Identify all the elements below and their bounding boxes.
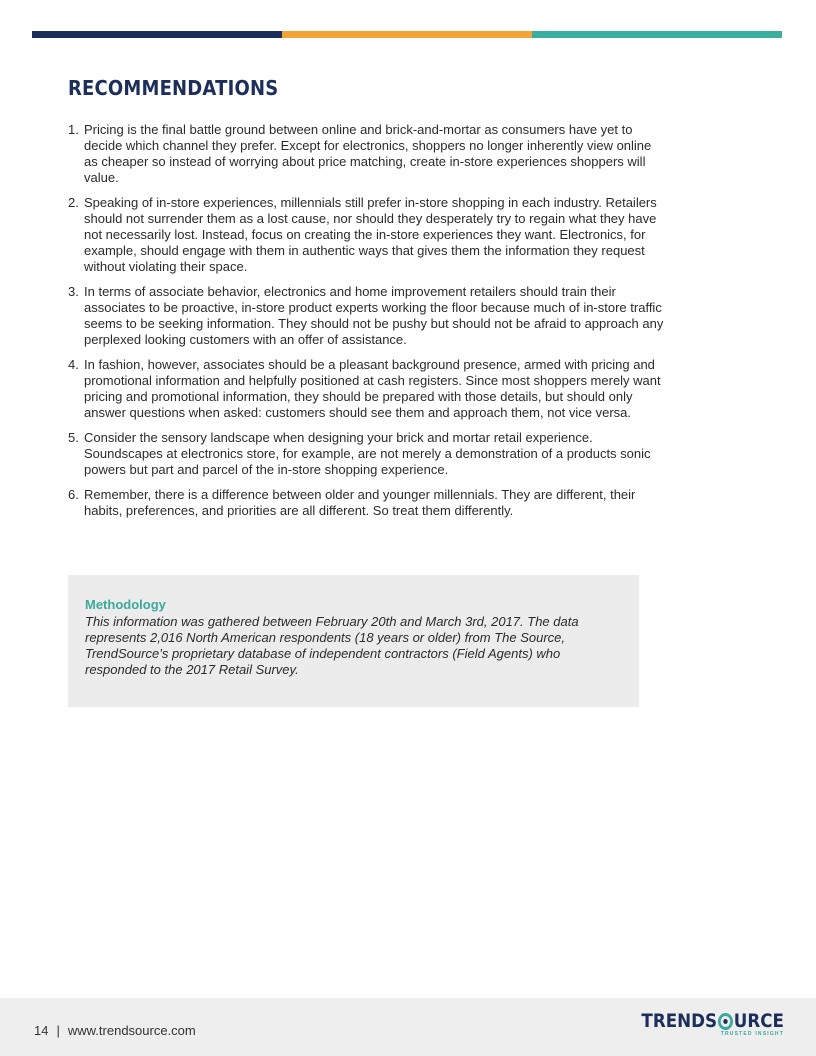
list-item xyxy=(68,195,668,275)
list-item-number: 2. xyxy=(68,195,79,210)
list-item-number: 4. xyxy=(68,357,79,372)
list-item-text: Pricing is the final battle ground between online and brick-and-mortar as consumers have yet to decide which channel they prefer. Except for electronics, shoppers no longer inherently view online as cheaper so instead of worrying about price matching, create in-store experiences shoppers will value. xyxy=(84,122,652,185)
list-item-text: In terms of associate behavior, electronics and home improvement retailers should train their associates to be proactive, in-store product experts working the floor because much of in-store traffic seems to be seeking information. They should not be pushy but should not be afraid to approach any perplexed looking customers with an offer of assistance. xyxy=(84,284,664,347)
trendsource-logo xyxy=(622,1010,784,1037)
website-link[interactable]: www.trendsource.com xyxy=(67,1023,196,1038)
list-item xyxy=(68,430,668,478)
logo-o-mark-icon xyxy=(718,1013,733,1030)
list-item-number: 6. xyxy=(68,487,79,502)
footer-separator: | xyxy=(56,1023,60,1038)
top-bar-teal xyxy=(532,31,782,38)
logo-tagline: TRUSTED INSIGHT xyxy=(720,1031,784,1037)
top-color-bar xyxy=(32,31,782,38)
page-title: RECOMMENDATIONS xyxy=(68,76,279,100)
logo-text-right: URCE xyxy=(733,1010,784,1032)
list-item-text: In fashion, however, associates should be a pleasant background presence, armed with pricing and promotional information and helpfully positioned at cash registers. Since most shoppers merely want pricing and promotional information, they should be prepared with those details, but should only answer questions when asked: customers should see them and approach them, not vice versa. xyxy=(84,357,661,420)
list-item-number: 3. xyxy=(68,284,79,299)
list-item-number: 1. xyxy=(68,122,79,137)
logo-wordmark xyxy=(642,1010,784,1032)
methodology-text: This information was gathered between February 20th and March 3rd, 2017. The data represents 2,016 North American respondents (18 years or older) from The Source, TrendSource’s proprietary database of independent contractors (Field Agents) who responded to the 2017 Retail Survey. xyxy=(85,614,579,677)
methodology-title: Methodology xyxy=(85,597,166,612)
list-item-text: Speaking of in-store experiences, millennials still prefer in-store shopping in each industry. Retailers should not surrender them as a lost cause, nor should they desperately try to regain what they have not necessarily lost. Instead, focus on creating the in-store experiences they want. Electronics, for example, should engage with them in authentic ways that gives them the information they request without violating their space. xyxy=(84,195,657,274)
list-item xyxy=(68,284,668,348)
logo-text-left: TRENDS xyxy=(641,1010,718,1032)
list-item-number: 5. xyxy=(68,430,79,445)
recommendations-list xyxy=(68,122,668,528)
list-item xyxy=(68,122,668,186)
page-number: 14 xyxy=(34,1023,49,1038)
top-bar-navy xyxy=(32,31,282,38)
list-item-text: Remember, there is a difference between older and younger millennials. They are different, their habits, preferences, and priorities are all different. So treat them differently. xyxy=(84,487,636,518)
methodology-box xyxy=(68,575,639,707)
footer-page-info xyxy=(34,1023,196,1038)
page-footer xyxy=(0,998,816,1056)
top-bar-orange xyxy=(282,31,532,38)
list-item xyxy=(68,357,668,421)
list-item xyxy=(68,487,668,519)
list-item-text: Consider the sensory landscape when designing your brick and mortar retail experience. Soundscapes at electronics store, for example, are not merely a demonstration of a products sonic powers but part and parcel of the in-store shopping experience. xyxy=(84,430,651,477)
